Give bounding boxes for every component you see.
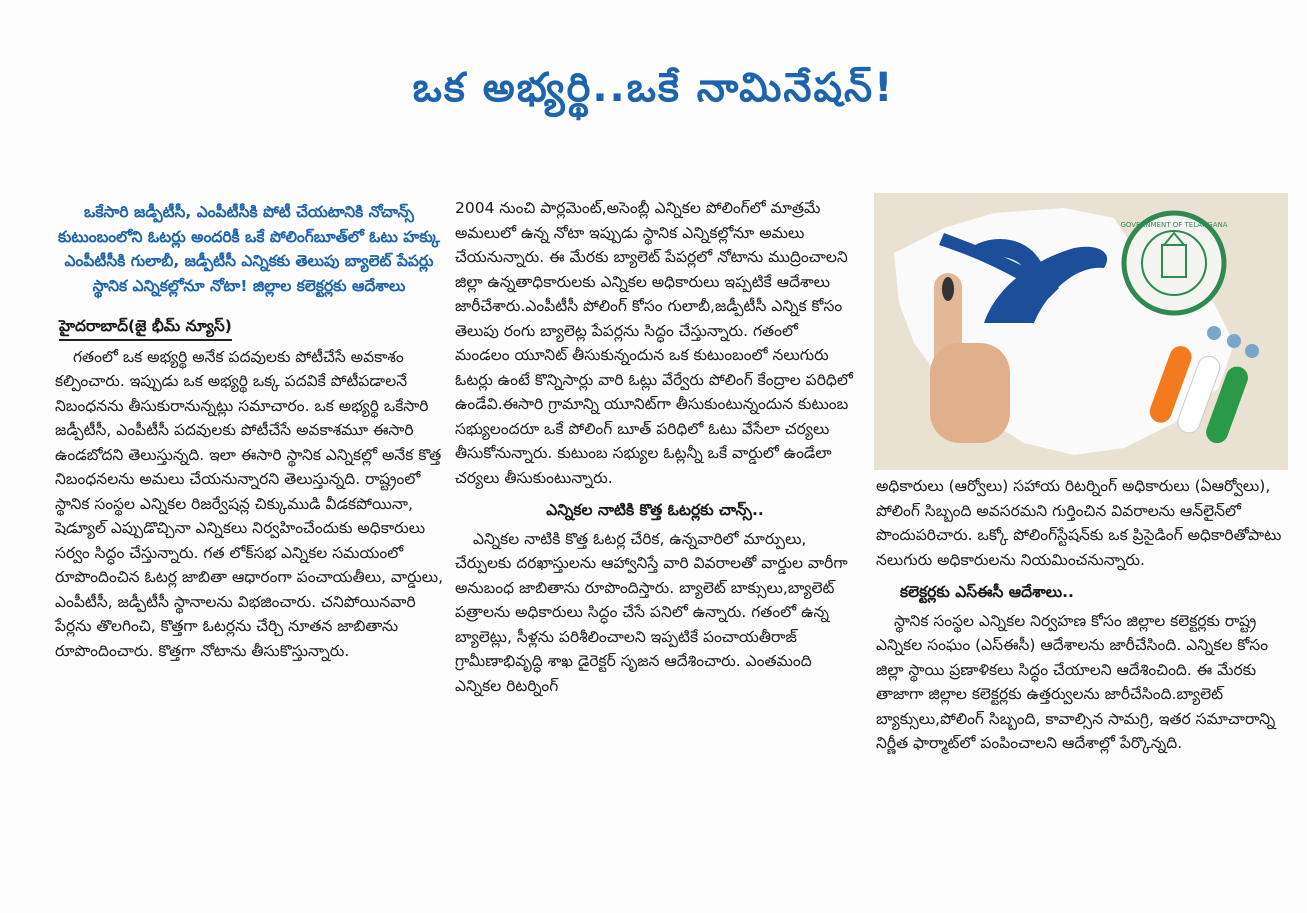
highlight-3: ఎంపీటీసీకి గులాబీ, జడ్పీటీసీ ఎన్నికకు తెలుపు బ్యాలెట్ పేపర్లు [64,252,434,270]
highlight-4: స్థానిక ఎన్నికల్లోనూ నోటా! జిల్లాల కలెక్టర్లకు ఆదేశాలు [92,276,406,295]
column-1 [55,200,443,663]
body-paragraph-2: 2004 నుంచి పార్లమెంట్,అసెంబ్లీ ఎన్నికల పోలింగ్‌లో మాత్రమే అమలులో ఉన్న నోటా ఇప్పుడు స్థానిక ఎన్నికల్లోనూ అమలు చేయనున్నారు. ఈ మేరకు బ్యాలెట్ పేపర్లలో నోటాను ముద్రించాలని జిల్లా ఉన్నతాధికారులకు ఎన్నికల అధికారులు ఇప్పటికే ఆదేశాలు జారీచేశారు.ఎంపీటీసీ పోలింగ్ కోసం గులాబీ,జడ్పీటీసీ ఎన్నిక కోసం తెలుపు రంగు బ్యాలెట్ల పేపర్లను సిద్ధం చేస్తున్నారు. గతంలో మండలం యూనిట్ తీసుకున్నందున ఒక కుటుంబంలో నలుగురు ఓటర్లు ఉంటే కొన్నిసార్లు వారి ఓట్లు వేర్వేరు పోలింగ్ కేంద్రాల పరిధిలో ఉండేవి.ఈసారి గ్రామాన్ని యూనిట్‌గా తీసుకుంటున్నందున కుటుంబ సభ్యులందరూ ఒకే పోలింగ్ బూత్ పరిధిలో ఓటు వేసేలా చర్యలు తీసుకోనున్నారు. కుటుంబ సభ్యుల ఓట్లన్నీ ఒకే వార్డులో ఉండేలా చర్యలు తీసుకుంటున్నారు. [455,199,853,487]
highlight-2: కుటుంబంలోని ఓటర్లు అందరికీ ఒకే పోలింగ్‌బూత్‌లో ఓటు హక్కు [57,227,441,246]
column-3 [876,474,1286,756]
body-paragraph-1: గతంలో ఒక అభ్యర్థి అనేక పదవులకు పోటీచేసే అవకాశం కల్పించారు. ఇప్పుడు ఒక అభ్యర్థి ఒక్క పదవికే పోటీపడాలనే నిబంధనను తీసుకురానున్నట్లు సమాచారం. ఒక అభ్యర్థి ఒకేసారి జడ్పీటీసీ, ఎంపీటీసీ పదవులకు పోటీచేసే అవకాశమూ ఈసారి ఉండబోదని తెలుస్తున్నది. ఇలా ఈసారి స్థానిక ఎన్నికల్లో అనేక కొత్త నిబంధనలను అమలు చేయనున్నారని తెలుస్తున్నది. రాష్ట్రంలో స్థానిక సంస్థల ఎన్నికల రిజర్వేషన్ల చిక్కుముడి వీడకపోయినా, షెడ్యూల్ ఎప్పుడొచ్చినా ఎన్నికలు నిర్వహించేందుకు అధికారులు సర్వం సిద్ధం చేస్తున్నారు. గత లోక్‌సభ ఎన్నికల సమయంలో రూపొందించిన ఓటర్ల జాబితా ఆధారంగా పంచాయతీలు, వార్డులు, ఎంపీటీసీ, జడ్పీటీసీ స్థానాలను విభజించారు. చనిపోయినవారి పేర్లను తొలగించి, కొత్తగా ఓటర్లను చేర్చి నూతన జాబితాను రూపొందించారు. కొత్తగా నోటాను తీసుకొస్తున్నారు. [55,347,443,660]
body-paragraph-5: స్థానిక సంస్థల ఎన్నికల నిర్వహణ కోసం జిల్లాల కలెక్టర్లకు రాష్ట్ర ఎన్నికల సంఘం (ఎస్ఈసీ) ఆదేశాలను జారీచేసింది. ఎన్నికల కోసం జిల్లా స్థాయి ప్రణాళికలు సిద్ధం చేయాలని ఆదేశించింది. ఈ మేరకు తాజాగా జిల్లాల కలెక్టర్లకు ఉత్తర్వులను జారీచేసింది.బ్యాలెట్ బ్యాక్సులు,పోలింగ్ సిబ్బంది, కావాల్సిన సామగ్రి, ఇతర సమాచారాన్ని నిర్ణీత ఫార్మాట్‌లో పంపించాలని ఆదేశాల్లో పేర్కొన్నది. [876,611,1276,752]
dateline: హైదరాబాద్(జై భీమ్ న్యూస్) [59,314,232,341]
highlights-box [55,200,443,298]
emblem-text: GOVERNMENT OF TELANGANA [1120,221,1228,229]
subhead-new-voters: ఎన్నికల నాటికి కొత్త ఓటర్లకు చాన్స్.. [546,501,764,519]
telangana-map-ballot-graphic [874,193,1288,470]
highlight-1: ఒకేసారి జడ్పీటీసీ, ఎంపీటీసీకి పోటీ చేయటానికి నోచాన్స్ [84,203,414,221]
column-2 [455,196,855,698]
body-paragraph-4: అధికారులు (ఆర్వోలు) సహాయ రిటర్నింగ్ అధికారులు (ఏఆర్వోలు), పోలింగ్ సిబ్బంది అవసరమని గుర్తించిన వివరాలను ఆన్‌లైన్‌లో పొందుపరిచారు. ఒక్కో పోలింగ్‌స్టేషన్‌కు ఒక ప్రిసైడింగ్ అధికారితోపాటు నలుగురు అధికారులను నియమించనున్నారు. [876,477,1282,569]
election-illustration [874,193,1288,470]
body-paragraph-3: ఎన్నికల నాటికి కొత్త ఓటర్ల చేరిక, ఉన్నవారిలో మార్పులు, చేర్పులకు దరఖాస్తులను ఆహ్వానిస్తే వారి వివరాలతో వార్డుల వారీగా అనుబంధ జాబితాను రూపొందిస్తారు. బ్యాలెట్ బాక్సులు,బ్యాలెట్ పత్రాలను అధికారులు సిద్ధం చేసే పనిలో ఉన్నారు. గతంలో ఉన్న బ్యాలెట్లు, సీళ్లను పరిశీలించాలని ఇప్పటికే పంచాయతీరాజ్ గ్రామీణాభివృద్ధి శాఖ డైరెక్టర్ సృజన ఆదేశించారు. ఎంతమంది ఎన్నికల రిటర్నింగ్ [455,529,848,695]
headline: ఒక అభ్యర్థి..ఒకే నామినేషన్! [412,65,895,111]
subhead-sec-orders: కలెక్టర్లకు ఎస్ఈసీ ఆదేశాలు.. [900,583,1074,601]
